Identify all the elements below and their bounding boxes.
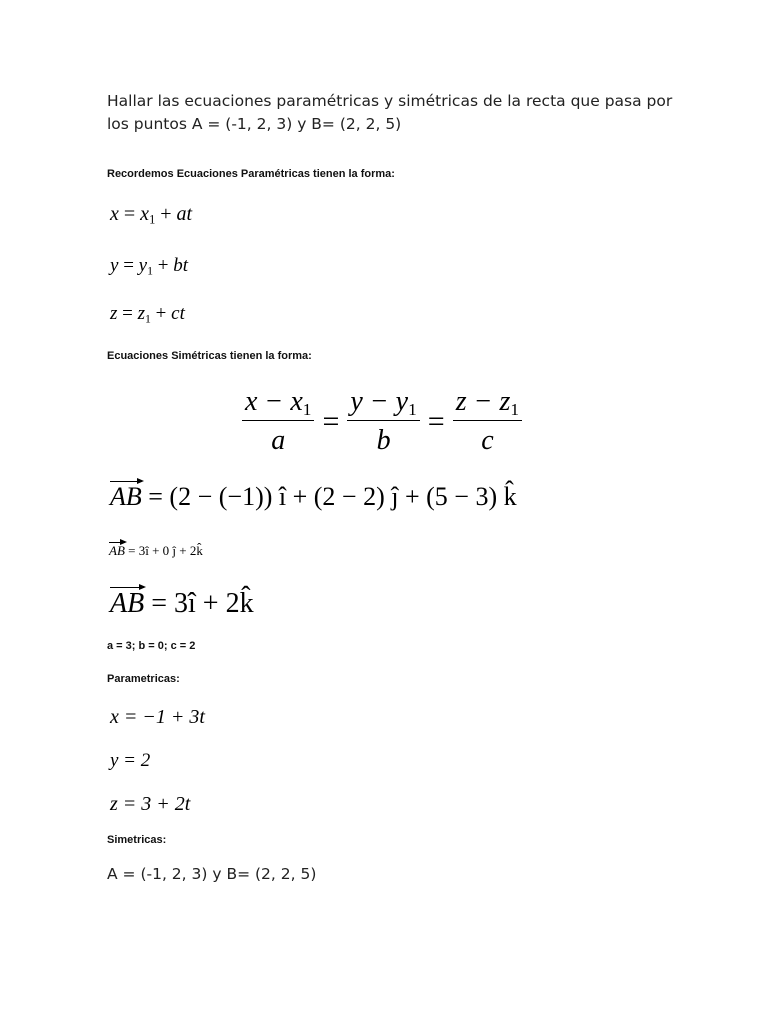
parametric-form-label: Recordemos Ecuaciones Paramétricas tienen la forma:	[107, 168, 395, 180]
symmetric-den-y	[377, 421, 391, 457]
result-eq-x: x = −1 + 3t	[110, 706, 205, 728]
ab-label-1: AB	[110, 482, 142, 511]
param-x-eq: =	[123, 203, 136, 225]
symmetric-equals-1: =	[322, 404, 340, 438]
param-x-plus: +	[160, 203, 172, 225]
symmetric-den-z	[481, 421, 493, 457]
symmetric-num-y-text: y − y	[350, 386, 409, 417]
problem-statement: Hallar las ecuaciones paramétricas y simétricas de la recta que pasa por los puntos A = (-1, 2, 3) y B= (2, 2, 5)	[107, 92, 673, 133]
param-eq-y	[110, 255, 188, 277]
param-y-sub: 1	[147, 264, 153, 278]
param-z-plus: +	[155, 303, 167, 324]
param-z-coef: ct	[171, 303, 185, 324]
ab-vector-symbol-3	[110, 588, 144, 620]
symmetric-num-y	[347, 386, 419, 421]
symmetric-num-z-text: z − z	[455, 386, 511, 417]
symmetric-den-x	[271, 421, 285, 457]
symmetric-den-y-text: b	[376, 425, 391, 456]
ab-label-3: AB	[110, 588, 145, 619]
param-x-coef: at	[176, 203, 193, 225]
symmetric-den-x-text: a	[271, 425, 286, 456]
param-x-var: x	[110, 203, 119, 225]
param-y-coef: bt	[173, 255, 188, 276]
ab-full-expression: = (2 − (−1)) î + (2 − 2) ĵ + (5 − 3) k̂	[148, 482, 517, 511]
ab-vector-symbol-1	[110, 482, 142, 512]
ab-vector-expansion	[110, 482, 517, 512]
symmetric-num-x-text: x − x	[245, 386, 303, 417]
symmetric-den-z-text: c	[481, 425, 494, 456]
param-z-eq: =	[122, 303, 133, 324]
param-z-base: z	[137, 303, 146, 324]
param-y-plus: +	[157, 255, 169, 276]
param-eq-x	[110, 203, 192, 226]
param-z-var: z	[110, 303, 118, 324]
ab-vector-symbol-2	[109, 543, 125, 559]
symmetric-fraction-y	[347, 386, 419, 457]
ab-vector-final	[110, 588, 254, 620]
symmetric-form-label: Ecuaciones Simétricas tienen la forma:	[107, 350, 312, 362]
param-y-var: y	[110, 255, 119, 276]
param-eq-z	[110, 303, 185, 325]
ab-short-expression: = 3î + 0 ĵ + 2k̂	[128, 543, 203, 558]
param-z-sub: 1	[145, 312, 151, 326]
result-eq-y: y = 2	[110, 750, 151, 771]
symmetric-num-z	[453, 386, 522, 421]
symmetric-fraction-z	[453, 386, 522, 457]
symmetric-general-equation	[238, 386, 526, 457]
ab-vector-short	[109, 543, 203, 559]
parametricas-label: Parametricas:	[107, 673, 180, 685]
points-repeat-text: A = (-1, 2, 3) y B= (2, 2, 5)	[107, 865, 317, 883]
symmetric-num-z-sub: 1	[510, 400, 520, 420]
result-eq-z: z = 3 + 2t	[110, 793, 191, 815]
simetricas-label: Simetricas:	[107, 834, 167, 846]
param-y-base: y	[138, 255, 148, 276]
param-x-base: x	[140, 203, 150, 225]
symmetric-num-x	[242, 386, 314, 421]
symmetric-equals-2: =	[427, 404, 445, 438]
symmetric-num-y-sub: 1	[408, 400, 417, 420]
ab-label-2: AB	[109, 543, 125, 558]
coefficients-text: a = 3; b = 0; c = 2	[107, 640, 196, 652]
param-y-eq: =	[123, 255, 134, 276]
symmetric-num-x-sub: 1	[302, 400, 312, 420]
param-x-sub: 1	[149, 212, 156, 227]
symmetric-fraction-x	[242, 386, 314, 457]
ab-final-expression: = 3î + 2k̂	[151, 588, 254, 619]
